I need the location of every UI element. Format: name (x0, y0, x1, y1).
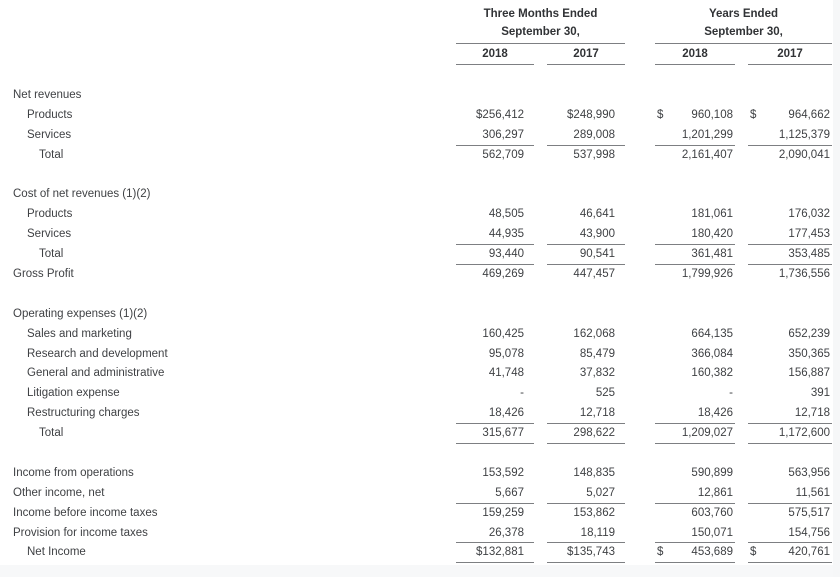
column-gap (534, 85, 547, 105)
cell-value (456, 304, 534, 324)
cell-value: 603,760 (691, 506, 733, 519)
period-group-title: Years Ended (708, 8, 779, 20)
cell-value: 289,008 (547, 125, 625, 146)
cell-value: 1,172,600 (748, 423, 832, 444)
cell-value: 177,453 (748, 224, 832, 245)
cell-value: 1,736,556 (778, 267, 830, 280)
column-gap (735, 363, 748, 383)
cell-value: 298,622 (547, 423, 625, 444)
column-gap (534, 463, 547, 483)
cell-value (748, 304, 832, 324)
cell-value: 18,426 (655, 403, 735, 424)
column-gap (534, 383, 547, 403)
row-label: Gross Profit (13, 267, 74, 280)
table-row (0, 383, 832, 403)
column-gap (534, 503, 547, 523)
cell-value: 43,900 (547, 224, 625, 245)
cell-value: 537,998 (573, 148, 615, 161)
column-gap (625, 244, 655, 264)
cell-value: 315,677 (456, 423, 534, 444)
cell-value (655, 184, 735, 204)
cell-value (547, 85, 625, 105)
table-row (0, 204, 832, 224)
cell-value: 1,201,299 (655, 125, 735, 146)
cell-value: 26,378 (456, 523, 534, 544)
table-row (0, 244, 832, 264)
period-group-subtitle: September 30, (456, 24, 625, 44)
cell-value: 361,481 (655, 244, 735, 265)
column-gap (625, 105, 655, 125)
column-gap (534, 224, 547, 244)
column-gap (534, 542, 547, 562)
cell-value: 5,027 (547, 483, 625, 504)
cell-value: 18,119 (547, 523, 625, 544)
cell-value: $135,743 (547, 542, 625, 563)
column-gap (625, 503, 655, 523)
cell-value (456, 184, 534, 204)
table-row (0, 125, 832, 145)
row-spacer (0, 443, 832, 463)
row-label: Restructuring charges (27, 407, 140, 420)
cell-value: 154,756 (748, 523, 832, 544)
row-spacer (0, 165, 832, 185)
period-group-three-months (456, 4, 625, 65)
cell-value: 37,832 (579, 367, 615, 380)
column-gap (735, 85, 748, 105)
cell-value: 11,561 (748, 483, 832, 504)
cell-value: 563,956 (788, 466, 830, 479)
column-gap (534, 184, 547, 204)
column-gap (534, 363, 547, 383)
table-row (0, 224, 832, 244)
row-label: Income from operations (13, 466, 134, 479)
cell-value (655, 105, 735, 125)
row-label: Total (39, 148, 64, 161)
column-gap (625, 423, 655, 443)
year-column-header: 2018 (655, 45, 735, 65)
column-gap (625, 184, 655, 204)
cell-value (748, 85, 832, 105)
cell-value: $132,881 (456, 542, 534, 563)
cell-value: 153,592 (482, 466, 524, 479)
cell-value: 306,297 (456, 125, 534, 146)
column-gap (735, 244, 748, 264)
section-header-row (0, 304, 832, 324)
cell-value: - (729, 387, 733, 400)
section-header-row (0, 85, 832, 105)
cell-value: 162,068 (573, 327, 615, 340)
column-gap (735, 483, 748, 503)
row-label: Services (27, 128, 72, 141)
cell-value: 1,209,027 (655, 423, 735, 444)
column-gap (534, 145, 547, 165)
period-group-years-ended (655, 4, 832, 65)
cell-value: 1,125,379 (748, 125, 832, 146)
column-gap (625, 304, 655, 324)
column-gap (625, 542, 655, 562)
row-label: Net revenues (13, 88, 82, 101)
column-gap (625, 224, 655, 244)
column-gap (735, 423, 748, 443)
column-gap (735, 463, 748, 483)
cell-value: 48,505 (488, 208, 524, 221)
amount: 420,761 (788, 546, 830, 559)
column-gap (534, 105, 547, 125)
column-gap (534, 204, 547, 224)
cell-value: 150,071 (655, 523, 735, 544)
cell-value: - (520, 387, 524, 400)
table-row (0, 363, 832, 383)
year-columns (456, 45, 625, 65)
cell-value: 176,032 (788, 208, 830, 221)
table-row (0, 503, 832, 523)
cell-value: 2,161,407 (681, 148, 733, 161)
column-gap (625, 85, 655, 105)
row-label: Other income, net (13, 486, 105, 499)
cell-value: 664,135 (691, 327, 733, 340)
column-gap (625, 523, 655, 543)
cell-value: 90,541 (547, 244, 625, 265)
column-gap (534, 483, 547, 503)
table-row (0, 344, 832, 364)
table-row (0, 264, 832, 284)
column-gap (735, 344, 748, 364)
table-row (0, 423, 832, 443)
column-gap (735, 145, 748, 165)
column-gap (735, 105, 748, 125)
column-gap (735, 383, 748, 403)
table-row (0, 542, 832, 562)
cell-value (547, 184, 625, 204)
cell-value: 160,382 (691, 367, 733, 380)
cell-value: 2,090,041 (778, 148, 830, 161)
cell-value: 366,084 (691, 347, 733, 360)
column-gap (534, 45, 547, 65)
currency-symbol: $ (657, 108, 664, 121)
row-label: Operating expenses (1)(2) (13, 307, 148, 320)
cell-value: 350,365 (788, 347, 830, 360)
column-gap (625, 483, 655, 503)
row-label: Litigation expense (27, 387, 120, 400)
cell-value (748, 105, 832, 125)
table-row (0, 105, 832, 125)
row-label: Research and development (27, 347, 168, 360)
cell-value: 469,269 (482, 267, 524, 280)
column-gap (625, 383, 655, 403)
column-gap (735, 503, 748, 523)
table-row (0, 403, 832, 423)
column-gap (625, 363, 655, 383)
cell-value: 181,061 (691, 208, 733, 221)
row-spacer (0, 284, 832, 304)
row-label: Total (39, 427, 64, 440)
currency-symbol: $ (657, 546, 664, 559)
cell-value: $256,412 (476, 108, 524, 121)
cell-value: 525 (595, 387, 615, 400)
column-gap (735, 204, 748, 224)
cell-value: 85,479 (579, 347, 615, 360)
table-row (0, 145, 832, 165)
period-group-title: Three Months Ended (483, 8, 598, 20)
amount: 964,662 (788, 108, 830, 121)
column-gap (534, 125, 547, 145)
row-label: Income before income taxes (13, 506, 158, 519)
column-gap (735, 304, 748, 324)
cell-value (655, 85, 735, 105)
column-gap (534, 264, 547, 284)
column-gap (735, 45, 748, 65)
cell-value: 1,799,926 (681, 267, 733, 280)
cell-value: 575,517 (788, 506, 830, 519)
row-label: General and administrative (27, 367, 165, 380)
cell-value: 562,709 (482, 148, 524, 161)
column-gap (534, 423, 547, 443)
row-label: Cost of net revenues (1)(2) (13, 188, 151, 201)
page-bottom-edge (0, 565, 840, 577)
row-label: Products (27, 108, 73, 121)
row-label: Products (27, 208, 73, 221)
currency-symbol: $ (750, 546, 757, 559)
column-gap (625, 125, 655, 145)
column-gap (625, 344, 655, 364)
cell-value: 41,748 (488, 367, 524, 380)
income-statement-table (0, 85, 832, 562)
cell-value: 652,239 (788, 327, 830, 340)
cell-value (655, 542, 735, 563)
column-gap (735, 403, 748, 423)
column-gap (735, 184, 748, 204)
table-row (0, 523, 832, 543)
cell-value: 590,899 (691, 466, 733, 479)
cell-value (748, 542, 832, 563)
cell-value (456, 85, 534, 105)
table-row (0, 483, 832, 503)
column-gap (625, 463, 655, 483)
column-gap (735, 523, 748, 543)
column-gap (735, 264, 748, 284)
cell-value: 18,426 (456, 403, 534, 424)
year-column-header: 2017 (547, 45, 625, 65)
row-label: Sales and marketing (27, 327, 132, 340)
cell-value: $248,990 (567, 108, 615, 121)
column-gap (735, 125, 748, 145)
cell-value: 447,457 (573, 267, 615, 280)
cell-value: 12,718 (547, 403, 625, 424)
cell-value: 12,718 (748, 403, 832, 424)
column-gap (534, 304, 547, 324)
cell-value: 93,440 (456, 244, 534, 265)
cell-value: 46,641 (579, 208, 615, 221)
cell-value (547, 304, 625, 324)
cell-value: 180,420 (655, 224, 735, 245)
row-label: Total (39, 248, 64, 261)
column-gap (735, 224, 748, 244)
column-gap (625, 204, 655, 224)
row-label: Net Income (27, 546, 86, 559)
cell-value: 156,887 (788, 367, 830, 380)
row-label: Provision for income taxes (13, 526, 148, 539)
cell-value: 159,259 (482, 506, 524, 519)
column-gap (534, 523, 547, 543)
cell-value: 44,935 (456, 224, 534, 245)
cell-value: 95,078 (488, 347, 524, 360)
cell-value: 153,862 (573, 506, 615, 519)
column-gap (735, 324, 748, 344)
table-row (0, 463, 832, 483)
page-right-edge (833, 0, 840, 577)
cell-value (655, 304, 735, 324)
currency-symbol: $ (750, 108, 757, 121)
column-gap (625, 324, 655, 344)
column-gap (735, 542, 748, 562)
column-gap (534, 244, 547, 264)
table-row (0, 324, 832, 344)
column-gap (534, 324, 547, 344)
cell-value: 391 (810, 387, 830, 400)
column-gap (625, 145, 655, 165)
cell-value: 5,667 (456, 483, 534, 504)
year-column-header: 2017 (748, 45, 832, 65)
cell-value (748, 184, 832, 204)
amount: 960,108 (691, 108, 733, 121)
year-column-header: 2018 (456, 45, 534, 65)
row-label: Services (27, 228, 72, 241)
cell-value: 353,485 (748, 244, 832, 265)
column-gap (534, 403, 547, 423)
column-gap (625, 403, 655, 423)
amount: 453,689 (691, 546, 733, 559)
section-header-row (0, 184, 832, 204)
year-columns (655, 45, 832, 65)
period-group-subtitle: September 30, (655, 24, 832, 44)
cell-value: 148,835 (573, 466, 615, 479)
column-gap (625, 264, 655, 284)
cell-value: 160,425 (482, 327, 524, 340)
column-gap (534, 344, 547, 364)
cell-value: 12,861 (655, 483, 735, 504)
